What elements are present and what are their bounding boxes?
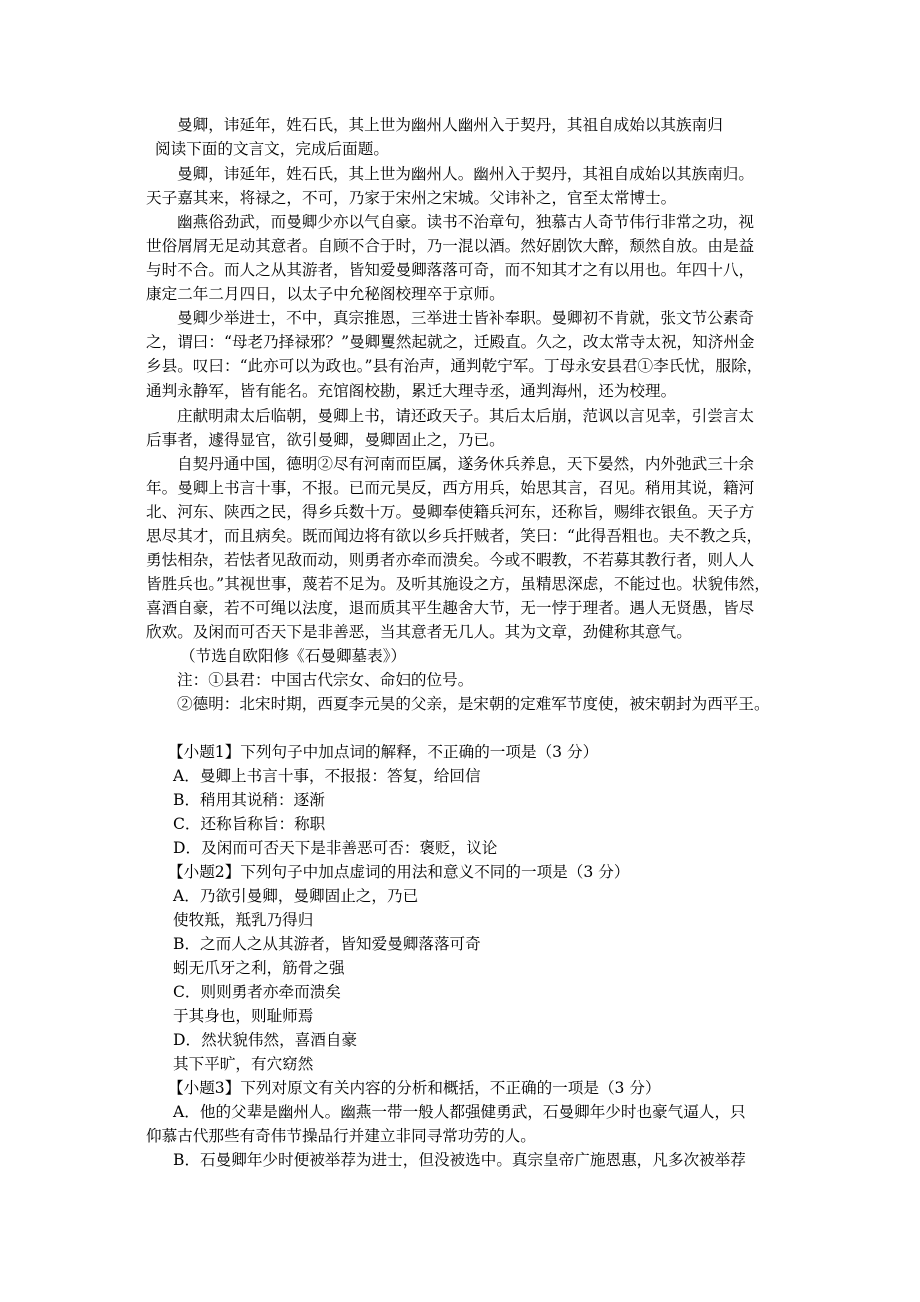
question-1-stem: 【小题1】下列句子中加点词的解释，不正确的一项是（3 分） — [168, 743, 599, 761]
question-2-option-c-compare: 于其身也，则耻师焉 — [173, 1007, 314, 1025]
question-2-option-b-compare: 蚓无爪牙之利，筋骨之强 — [173, 959, 345, 977]
passage-line: 幽燕俗劲武，而曼卿少亦以气自豪。读书不治章句，独慕古人奇节伟行非常之功，视 — [177, 213, 754, 231]
note-1: 注：①县君：中国古代宗女、命妇的位号。 — [177, 671, 474, 689]
passage-line: 曼卿少举进士，不中，真宗推恩，三举进士皆补奉职。曼卿初不肯就，张文节公素奇 — [177, 309, 754, 327]
question-3-option-a-cont: 仰慕古代那些有奇伟节操品行并建立非同寻常功劳的人。 — [146, 1127, 536, 1145]
question-2-option-a: A．乃欲引曼卿，曼卿固止之，乃已 — [173, 887, 419, 905]
header-line: 曼卿，讳延年，姓石氏，其上世为幽州人幽州入于契丹，其祖自成始以其族南归 — [177, 116, 723, 134]
passage-line: 年。曼卿上书言十事，不报。已而元昊反，西方用兵，始思其言，召见。稍用其说，籍河 — [146, 479, 755, 497]
passage-line: 思尽其才，而且病矣。既而闻边将有欲以乡兵扞贼者，笑曰：“此得吾粗也。夫不教之兵， — [146, 527, 763, 545]
note-2: ②德明：北宋时期，西夏李元昊的父亲，是宋朝的定难军节度使，被宋朝封为西平王。 — [177, 695, 770, 713]
question-2-option-d: D．然状貌伟然，喜酒自豪 — [173, 1031, 358, 1049]
passage-line: 自契丹通中国，德明②尽有河南而臣属，遂务休兵养息，天下晏然，内外弛武三十余 — [177, 455, 754, 473]
question-3-stem: 【小题3】下列对原文有关内容的分析和概括，不正确的一项是（3 分） — [168, 1079, 661, 1097]
passage-line: 之，谓曰：“母老乃择禄邪？”曼卿矍然起就之，迁殿直。久之，改太常寺太祝，知济州金 — [146, 333, 755, 351]
passage-line: 乡县。叹曰：“此亦可以为政也。”县有治声，通判乾宁军。丁母永安县君①李氏忧，服除， — [146, 357, 763, 375]
question-2-option-d-compare: 其下平旷，有穴窈然 — [173, 1055, 314, 1073]
question-1-option-b: B．稍用其说稍：逐渐 — [173, 791, 325, 809]
passage-line: 曼卿，讳延年，姓石氏，其上世为幽州人。幽州入于契丹，其祖自成始以其族南归。 — [177, 165, 754, 183]
passage-line: 天子嘉其来，将禄之，不可，乃家于宋州之宋城。父讳补之，官至太常博士。 — [146, 189, 677, 207]
question-1-option-c: C．还称旨称旨：称职 — [173, 815, 326, 833]
question-2-option-a-compare: 使牧羝，羝乳乃得归 — [173, 911, 314, 929]
passage-line: 与时不合。而人之从其游者，皆知爱曼卿落落可奇，而不知其才之有以用也。年四十八， — [146, 261, 755, 279]
source-citation: （节选自欧阳修《石曼卿墓表》） — [180, 647, 407, 665]
passage-line: 勇怯相杂，若怯者见敌而动，则勇者亦牵而溃矣。今或不暇教，不若募其教行者，则人人 — [146, 551, 755, 569]
passage-line: 北、河东、陕西之民，得乡兵数十万。曼卿奉使籍兵河东，还称旨，赐绯衣银鱼。天子方 — [146, 503, 755, 521]
instruction: 阅读下面的文言文，完成后面题。 — [155, 140, 389, 158]
passage-line: 通判永静军，皆有能名。充馆阁校勘，累迁大理寺丞，通判海州，还为校理。 — [146, 382, 677, 400]
passage-line: 喜酒自豪，若不可绳以法度，退而质其平生趣舍大节，无一悖于理者。遇人无贤愚，皆尽 — [146, 599, 755, 617]
passage-line: 庄献明肃太后临朝，曼卿上书，请还政天子。其后太后崩，范讽以言见幸，引尝言太 — [177, 407, 754, 425]
question-2-option-b: B．之而人之从其游者，皆知爱曼卿落落可奇 — [173, 935, 481, 953]
question-1-option-a: A．曼卿上书言十事，不报报：答复，给回信 — [173, 767, 481, 785]
passage-line: 欣欢。及闲而可否天下是非善恶，当其意者无几人。其为文章，劲健称其意气。 — [146, 623, 692, 641]
passage-line: 后事者，遽得显官，欲引曼卿，曼卿固止之，乃已。 — [146, 431, 505, 449]
question-1-option-d: D．及闲而可否天下是非善恶可否：褒贬，议论 — [173, 839, 498, 857]
passage-line: 皆胜兵也。”其视世事，蔑若不足为。及听其施设之方，虽精思深虑，不能过也。状貌伟然， — [146, 575, 770, 593]
question-2-stem: 【小题2】下列句子中加点虚词的用法和意义不同的一项是（3 分） — [168, 863, 630, 881]
passage-line: 世俗屑屑无足动其意者。自顾不合于时，乃一混以酒。然好剧饮大醉，颓然自放。由是益 — [146, 237, 755, 255]
question-3-option-a: A．他的父辈是幽州人。幽燕一带一般人都强健勇武，石曼卿年少时也豪气逼人，只 — [173, 1103, 746, 1121]
question-2-option-c: C．则则勇者亦牵而溃矣 — [173, 983, 341, 1001]
passage-line: 康定二年二月四日，以太子中允秘阁校理卒于京师。 — [146, 285, 505, 303]
question-3-option-b: B．石曼卿年少时便被举荐为进士，但没被选中。真宗皇帝广施恩惠，凡多次被举荐 — [173, 1151, 746, 1169]
